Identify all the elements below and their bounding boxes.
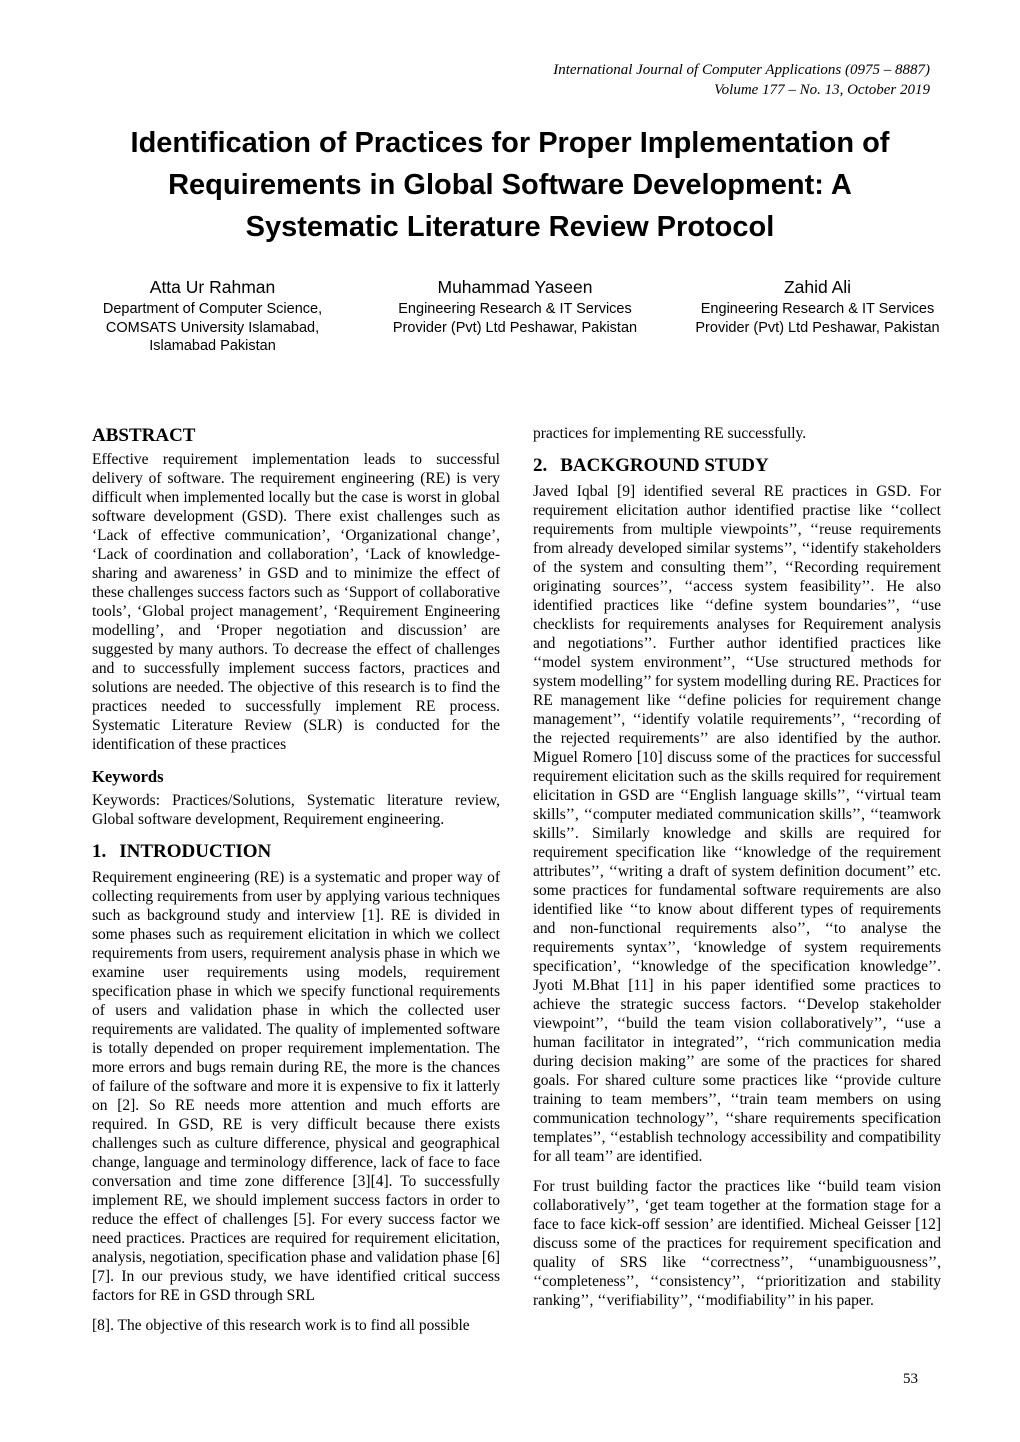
section-label: BACKGROUND STUDY (560, 455, 769, 476)
author-affiliation: Engineering Research & IT Services Provider (Pvt) Ltd Peshawar, Pakistan (695, 301, 940, 336)
section-label: INTRODUCTION (119, 841, 272, 862)
author-block (80, 276, 345, 356)
right-column (533, 424, 941, 1335)
left-column (92, 424, 500, 1335)
journal-volume-line: Volume 177 – No. 13, October 2019 (714, 82, 930, 98)
section-heading-keywords: Keywords (92, 767, 164, 786)
author-affiliation: Engineering Research & IT Services Provider (Pvt) Ltd Peshawar, Pakistan (392, 301, 638, 336)
author-name: Atta Ur Rahman (149, 277, 276, 297)
background-paragraph-2: For trust building factor the practices like ‘‘build team vision collaboratively’’, ‘get team together at the formation stage for a face to face kick-off session’ are identified. Micheal Geisser [12] discuss some of the practices for requirement specification and quality of SRS like ‘‘correctness’’, ‘‘unambiguousness’’, ‘‘completeness’’, ‘‘consistency’’, ‘‘prioritization and stability ranking’’, ‘‘verifiability’’, ‘‘modifiability’’ in his paper. (533, 1178, 941, 1309)
author-affiliation: Department of Computer Science, COMSATS University Islamabad, Islamabad Pakistan (102, 301, 323, 354)
section-heading-background (533, 454, 941, 477)
abstract-text: Effective requirement implementation leads to successful delivery of software. The requirement engineering (RE) is very difficult when implemented locally but the case is worst in global software development (GSD). There exist challenges such as ‘Lack of effective communication’, ‘Organizational change’, ‘Lack of coordination and collaboration’, ‘Lack of knowledge-sharing and awareness’ in GSD and to minimize the effect of these challenges success factors such as ‘Support of collaborative tools’, ‘Global project management’, ‘Requirement Engineering modelling’, and ‘Proper negotiation and discussion’ are suggested by many authors. To decrease the effect of challenges and to successfully implement success factors, practices and solutions are needed. The objective of this research is to find the practices needed to successfully implement RE process. Systematic Literature Review (SLR) is conducted for the identification of these practices (92, 451, 500, 753)
introduction-paragraph-1: Requirement engineering (RE) is a systematic and proper way of collecting requirements from user by applying various techniques such as background study and interview [1]. RE is divided in some phases such as requirement elicitation in which we collect requirements from users, requirement analysis phase in which we examine user requirements using models, requirement specification phase in which we specify functional requirements of users and validation phase in which the collected user requirements are validated. The quality of implemented software is totally depended on proper requirement implementation. The more errors and bugs remain during RE, the more is the chances of failure of the software and more it is expensive to fix it latterly on [2]. So RE needs more attention and much efforts are required. In GSD, RE is very difficult because there exists challenges such as culture difference, physical and geographical change, language and terminology difference, lack of face to face conversation and time zone difference [3][4]. To successfully implement RE, we should implement success factors in order to reduce the effect of challenges [5]. For every success factor we need practices. Practices are required for requirement elicitation, analysis, negotiation, specification phase and validation phase [6][7]. In our previous study, we have identified critical success factors for RE in GSD through SRL (92, 869, 500, 1304)
journal-header (553, 60, 930, 100)
background-paragraph-1: Javed Iqbal [9] identified several RE practices in GSD. For requirement elicitation author identified practise like ‘‘collect requirements from multiple viewpoints’’, ‘‘reuse requirements from already developed similar systems’’, ‘‘identify stakeholders of the system and consulting them’’, ‘‘Recording requirement originating sources’’, ‘‘access system feasibility’’. He also identified practices like ‘‘define system boundaries’’, ‘‘use checklists for requirements analyses for Requirement analysis and negotiations’’. Further author identified practices like ‘‘model system environment’’, ‘‘Use structured methods for system modelling’’ for system modelling during RE. Practices for RE management like ‘‘define policies for requirement change management’’, ‘‘identify volatile requirements’’, ‘‘recording of the rejected requirements’’ are also identified by the author. Miguel Romero [10] discuss some of the practices for successful requirement elicitation such as the skills required for requirement elicitation in GSD are ‘‘English language skills’’, ‘‘virtual team skills’’, ‘‘computer mediated communication skills’’, ‘‘teamwork skills’’. Similarly knowledge and skills are required for requirement specification like ‘‘knowledge of the requirement attributes’’, ‘‘writing a draft of system definition document’’ etc. some practices for fundamental software requirements are also identified like ‘‘to know about different types of requirements and non-functional requirements also’’, ‘‘to analyse the requirements syntax’’, ‘knowledge of system requirements specification’, ‘‘knowledge of the specification knowledge’’. Jyoti M.Bhat [11] in his paper identified some practices to achieve the strategic success factors. ‘‘Develop stakeholder viewpoint’’, ‘‘build the team vision collaboratively’’, ‘‘use a human facilitator in integrated’’, ‘‘rich communication media during decision making’’ are some of the practices for shared goals. For shared culture some practices like ‘‘provide culture training to team members’’, ‘‘train team members on using communication technology’’, ‘‘share requirements specification templates’’, ‘‘establish technology accessibility and compatibility for all team’’ are identified. (533, 483, 941, 1165)
section-number: 1. (92, 841, 107, 862)
introduction-paragraph-2: [8]. The objective of this research work is to find all possible (92, 1317, 470, 1334)
page-number: 53 (903, 1371, 918, 1387)
journal-name-line: International Journal of Computer Applications (0975 – 8887) (553, 62, 930, 78)
body-columns (92, 424, 941, 1335)
section-number: 2. (533, 455, 548, 476)
author-block (383, 276, 648, 356)
author-block (685, 276, 950, 356)
keywords-text: Keywords: Practices/Solutions, Systematic literature review, Global software development, Requirement engineering. (92, 792, 500, 828)
paper-title: Identification of Practices for Proper Implementation of Requirements in Global Software Development: A Systematic Literature Review Protocol (130, 127, 890, 243)
author-name: Muhammad Yaseen (437, 277, 593, 297)
section-heading-introduction (92, 840, 500, 863)
introduction-continuation: practices for implementing RE successfully. (533, 425, 807, 442)
section-heading-abstract: ABSTRACT (92, 425, 196, 446)
authors-row (80, 276, 950, 356)
author-name: Zahid Ali (783, 277, 852, 297)
